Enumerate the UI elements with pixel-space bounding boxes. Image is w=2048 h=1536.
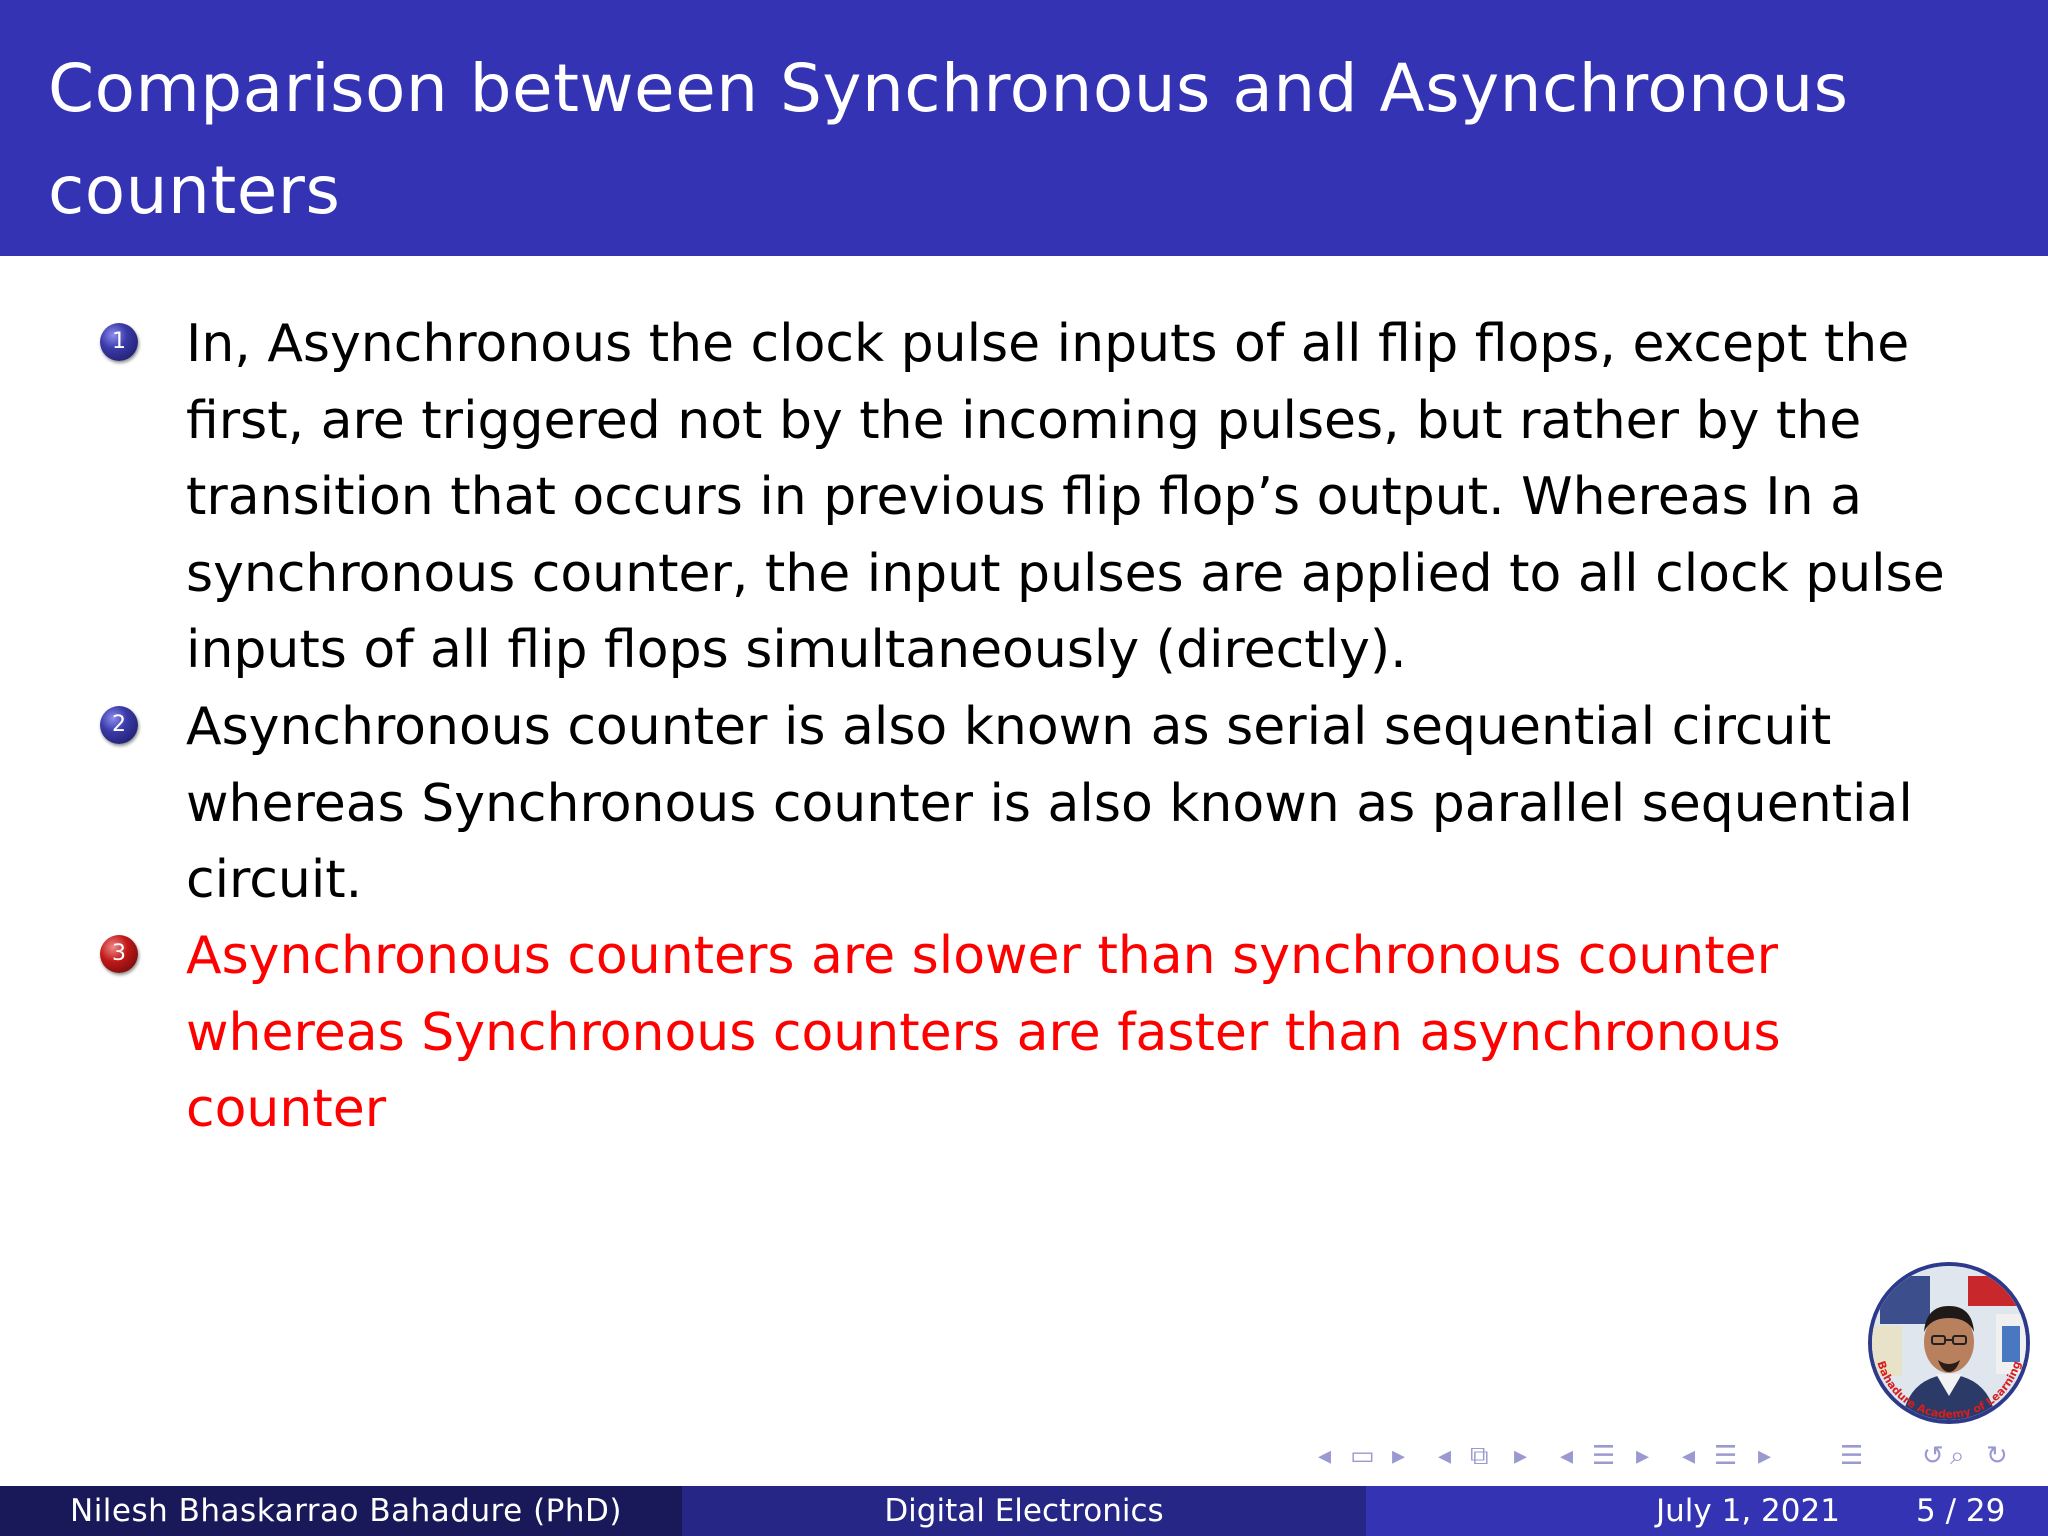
footer-date: July 1, 2021 — [1656, 1493, 1840, 1529]
academy-caption-text: Bahadure Academy of Learning — [1874, 1359, 2024, 1421]
prev-part-icon[interactable]: ◂ — [1682, 1441, 1696, 1471]
slide-title: Comparison between Synchronous and Asynchronous counters — [48, 50, 1849, 229]
footer-date-box — [1366, 1486, 2048, 1536]
academy-caption — [1862, 1256, 2036, 1430]
prev-subsection-icon[interactable]: ◂ — [1438, 1441, 1452, 1471]
undo-icon[interactable]: ↺ — [1922, 1441, 1944, 1471]
subsection-icon[interactable]: ⧉ — [1470, 1441, 1489, 1471]
search-icon[interactable]: ⌕ — [1950, 1441, 1965, 1471]
svg-text:Bahadure Academy of Learning — [1874, 1359, 2023, 1421]
footer-page-number: 5 / 29 — [1916, 1493, 2006, 1529]
list-item-text: Asynchronous counter is also known as serial sequential circuit whereas Synchronous counter is also known as parallel sequential circuit. — [186, 697, 1913, 910]
next-frame-icon[interactable]: ▸ — [1392, 1441, 1406, 1471]
footer-course: Digital Electronics — [884, 1493, 1164, 1529]
footer — [0, 1486, 2048, 1536]
section-icon[interactable]: ☰ — [1592, 1441, 1616, 1471]
footer-course-box — [682, 1486, 1366, 1536]
navigation-bar — [1310, 1438, 2030, 1474]
list-item-text: In, Asynchronous the clock pulse inputs of all flip flops, except the first, are triggered not by the incoming pulses, but rather by the transition that occurs in previous flip flop’s output. Whereas In a synchronous counter, the input pulses are applied to all clock pulse inputs of all flip flops simultaneously (directly). — [186, 314, 1945, 680]
bullet-number-badge: 3 — [100, 935, 138, 973]
bullet-number-badge: 2 — [100, 706, 138, 744]
prev-section-icon[interactable]: ◂ — [1560, 1441, 1574, 1471]
prev-frame-icon[interactable]: ◂ — [1318, 1441, 1332, 1471]
list-item-highlighted — [112, 918, 1966, 1148]
redo-icon[interactable]: ↻ — [1986, 1441, 2008, 1471]
title-bar — [0, 0, 2048, 256]
bullet-number-badge: 1 — [100, 323, 138, 361]
next-section-icon[interactable]: ▸ — [1636, 1441, 1650, 1471]
part-icon[interactable]: ☰ — [1714, 1441, 1738, 1471]
footer-author: Nilesh Bhaskarrao Bahadure (PhD) — [70, 1493, 622, 1529]
list-item — [112, 689, 1966, 919]
list-item-text: Asynchronous counters are slower than synchronous counter whereas Synchronous counters are faster than asynchronous counter — [186, 926, 1781, 1139]
frame-icon[interactable]: ▭ — [1350, 1441, 1375, 1471]
footer-author-box — [0, 1486, 682, 1536]
align-icon[interactable]: ☰ — [1840, 1441, 1864, 1471]
list-item — [112, 306, 1966, 689]
next-part-icon[interactable]: ▸ — [1758, 1441, 1772, 1471]
next-subsection-icon[interactable]: ▸ — [1514, 1441, 1528, 1471]
